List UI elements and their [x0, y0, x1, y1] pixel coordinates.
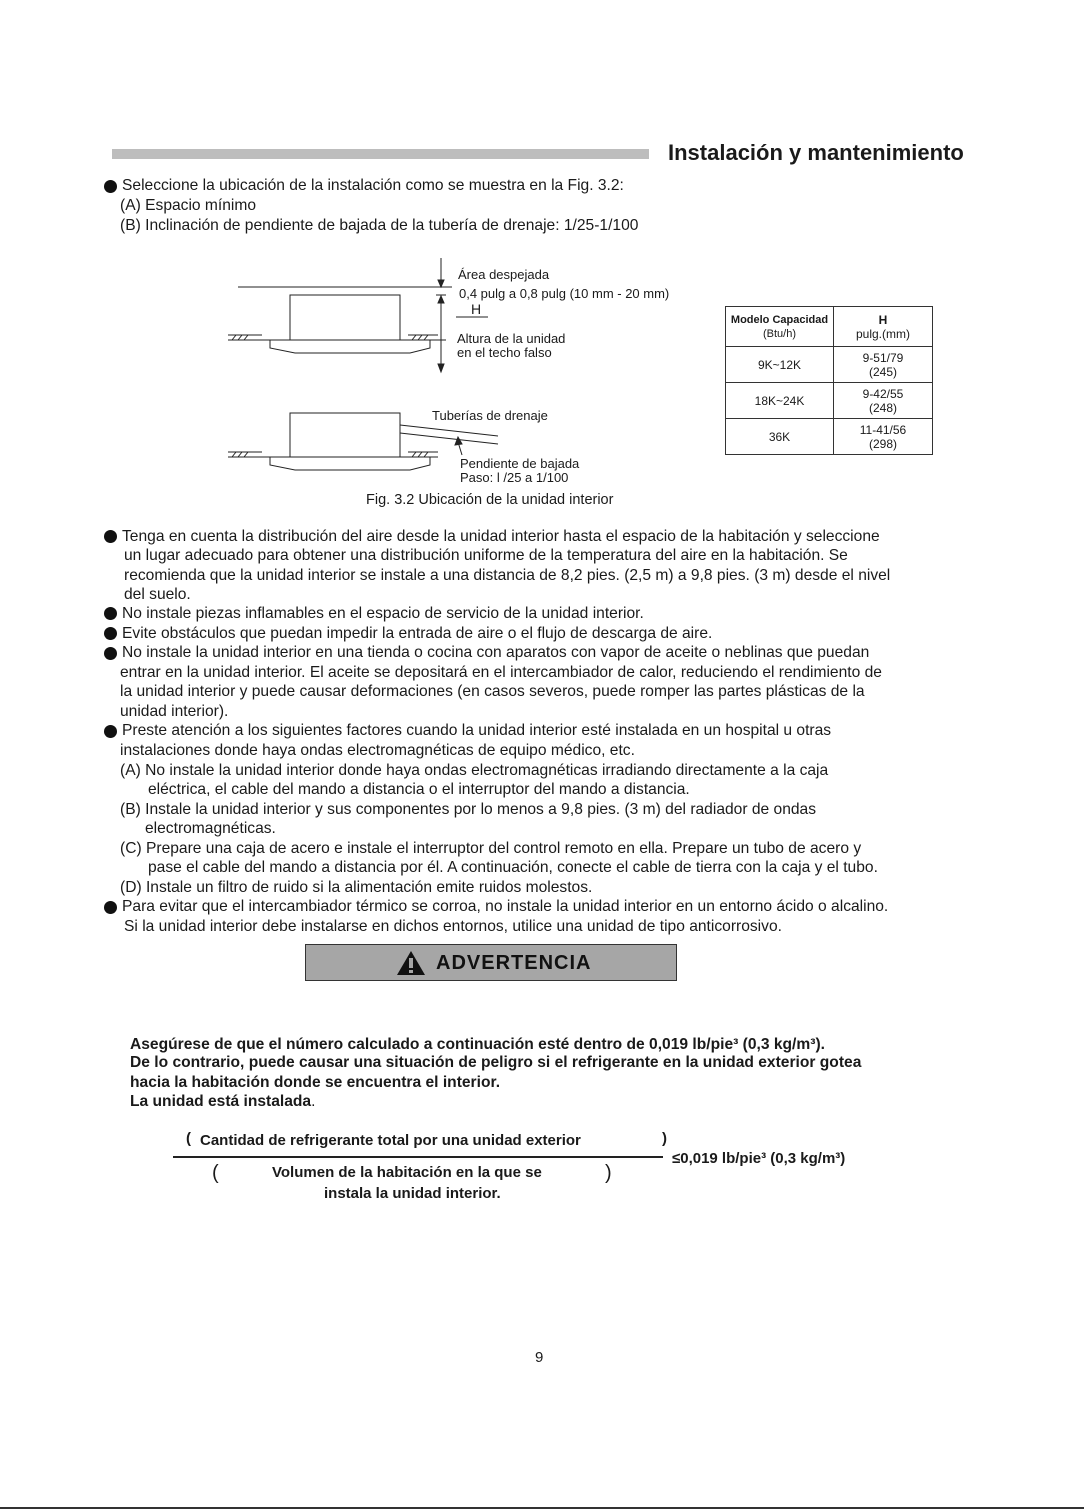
slope-label: Pendiente de bajada — [460, 456, 580, 471]
warning-banner — [305, 944, 677, 981]
warning-line: hacia la habitación donde se encuentra el interior. — [130, 1074, 501, 1091]
body-line: Si la unidad interior debe instalarse en dichos entornos, utilice una unidad de tipo anticorrosivo. — [124, 918, 782, 935]
page-number: 9 — [535, 1349, 544, 1366]
intro-line: (A) Espacio mínimo — [120, 197, 257, 214]
bullet — [104, 901, 117, 914]
bullet — [104, 180, 117, 193]
slope-label: Paso: l /25 a 1/100 — [460, 470, 569, 485]
body-line: un lugar adecuado para obtener una distribución uniforme de la temperatura del aire en la habitación. Se — [124, 547, 848, 564]
bullet — [104, 530, 117, 543]
body-line: Tenga en cuenta la distribución del aire desde la unidad interior hasta el espacio de la habitación y seleccione — [122, 528, 880, 545]
table-row: 36K 11-41/56 (298) — [726, 419, 933, 455]
formula-paren: ( — [212, 1162, 219, 1184]
spec-table — [725, 306, 933, 455]
bullet — [104, 627, 117, 640]
formula-paren: ( — [186, 1130, 191, 1147]
formula-denominator: instala la unidad interior. — [324, 1185, 501, 1202]
body-line: instalaciones donde haya ondas electromagnéticas de equipo médico, etc. — [120, 742, 635, 759]
body-line: unidad interior). — [120, 703, 229, 720]
clearance-label: 0,4 pulg a 0,8 pulg (10 mm - 20 mm) — [459, 286, 670, 301]
table-row: 9K~12K 9-51/79 (245) — [726, 347, 933, 383]
area-label: Área despejada — [458, 267, 550, 282]
body-line: del suelo. — [124, 586, 191, 603]
header-bar — [112, 149, 649, 159]
bullet — [104, 725, 117, 738]
page-title: Instalación y mantenimiento — [668, 140, 964, 165]
table-row: 18K~24K 9-42/55 (248) — [726, 383, 933, 419]
body-line: pase el cable del mando a distancia por él. A continuación, conecte el cable de tierra con la caja y el tubo. — [148, 859, 878, 876]
bullet — [104, 607, 117, 620]
drain-label: Tuberías de drenaje — [432, 408, 548, 423]
warning-line: La unidad está instalada. — [130, 1093, 316, 1110]
body-line: eléctrica, el cable del mando a distancia o el interruptor del mando a distancia. — [148, 781, 690, 798]
figure-caption: Fig. 3.2 Ubicación de la unidad interior — [366, 492, 614, 508]
body-line: No instale la unidad interior en una tienda o cocina con aparatos con vapor de aceite o neblinas que puedan — [122, 644, 870, 661]
h-label: H — [471, 301, 482, 317]
warning-line: De lo contrario, puede causar una situación de peligro si el refrigerante en la unidad exterior gotea — [130, 1054, 862, 1071]
intro-line: (B) Inclinación de pendiente de bajada de la tubería de drenaje: 1/25-1/100 — [120, 217, 639, 234]
warning-title: ADVERTENCIA — [436, 952, 592, 974]
formula-line — [173, 1156, 663, 1158]
body-line: (B) Instale la unidad interior y sus componentes por lo menos a 9,8 pies. (3 m) del radiador de ondas — [120, 801, 817, 818]
table-header: Modelo Capacidad (Btu/h) — [726, 307, 834, 347]
body-line: la unidad interior y puede causar deformaciones (en casos severos, puede romper las partes plásticas de la — [120, 683, 865, 700]
bullet — [104, 647, 117, 660]
body-line: No instale piezas inflamables en el espacio de servicio de la unidad interior. — [122, 605, 644, 622]
body-line: Preste atención a los siguientes factores cuando la unidad interior esté instalada en un hospital u otras — [122, 722, 832, 739]
body-line: Para evitar que el intercambiador térmico se corroa, no instale la unidad interior en un entorno ácido o alcalino. — [122, 898, 889, 915]
unit-height-label: Altura de la unidad — [457, 331, 566, 346]
body-line: (D) Instale un filtro de ruido si la alimentación emite ruidos molestos. — [120, 879, 593, 896]
formula-paren: ) — [605, 1162, 612, 1184]
warning-icon — [396, 950, 426, 976]
body-line: (C) Prepare una caja de acero e instale el interruptor del control remoto en ella. Prepare un tubo de acero y — [120, 840, 862, 857]
body-line: (A) No instale la unidad interior donde haya ondas electromagnéticas irradiando directamente a la caja — [120, 762, 829, 779]
formula-numerator: Cantidad de refrigerante total por una unidad exterior — [200, 1132, 581, 1149]
body-line: entrar en la unidad interior. El aceite se depositará en el intercambiador de calor, reduciendo el rendimiento de — [120, 664, 882, 681]
warning-line: Asegúrese de que el número calculado a continuación esté dentro de 0,019 lb/pie³ (0,3 kg/m³). — [130, 1036, 825, 1053]
body-line: electromagnéticas. — [145, 820, 276, 837]
table-header: H pulg.(mm) — [834, 307, 933, 347]
unit-height-label: en el techo falso — [457, 345, 552, 360]
formula-denominator: Volumen de la habitación en la que se — [272, 1164, 542, 1181]
formula-paren: ) — [662, 1130, 667, 1147]
body-line: Evite obstáculos que puedan impedir la entrada de aire o el flujo de descarga de aire. — [122, 625, 713, 642]
formula-result: ≤0,019 lb/pie³ (0,3 kg/m³) — [672, 1150, 846, 1167]
intro-line: Seleccione la ubicación de la instalación como se muestra en la Fig. 3.2: — [122, 177, 624, 194]
body-line: recomienda que la unidad interior se instale a una distancia de 8,2 pies. (2,5 m) a 9,8 pies. (3 m) desde el nivel — [124, 567, 891, 584]
